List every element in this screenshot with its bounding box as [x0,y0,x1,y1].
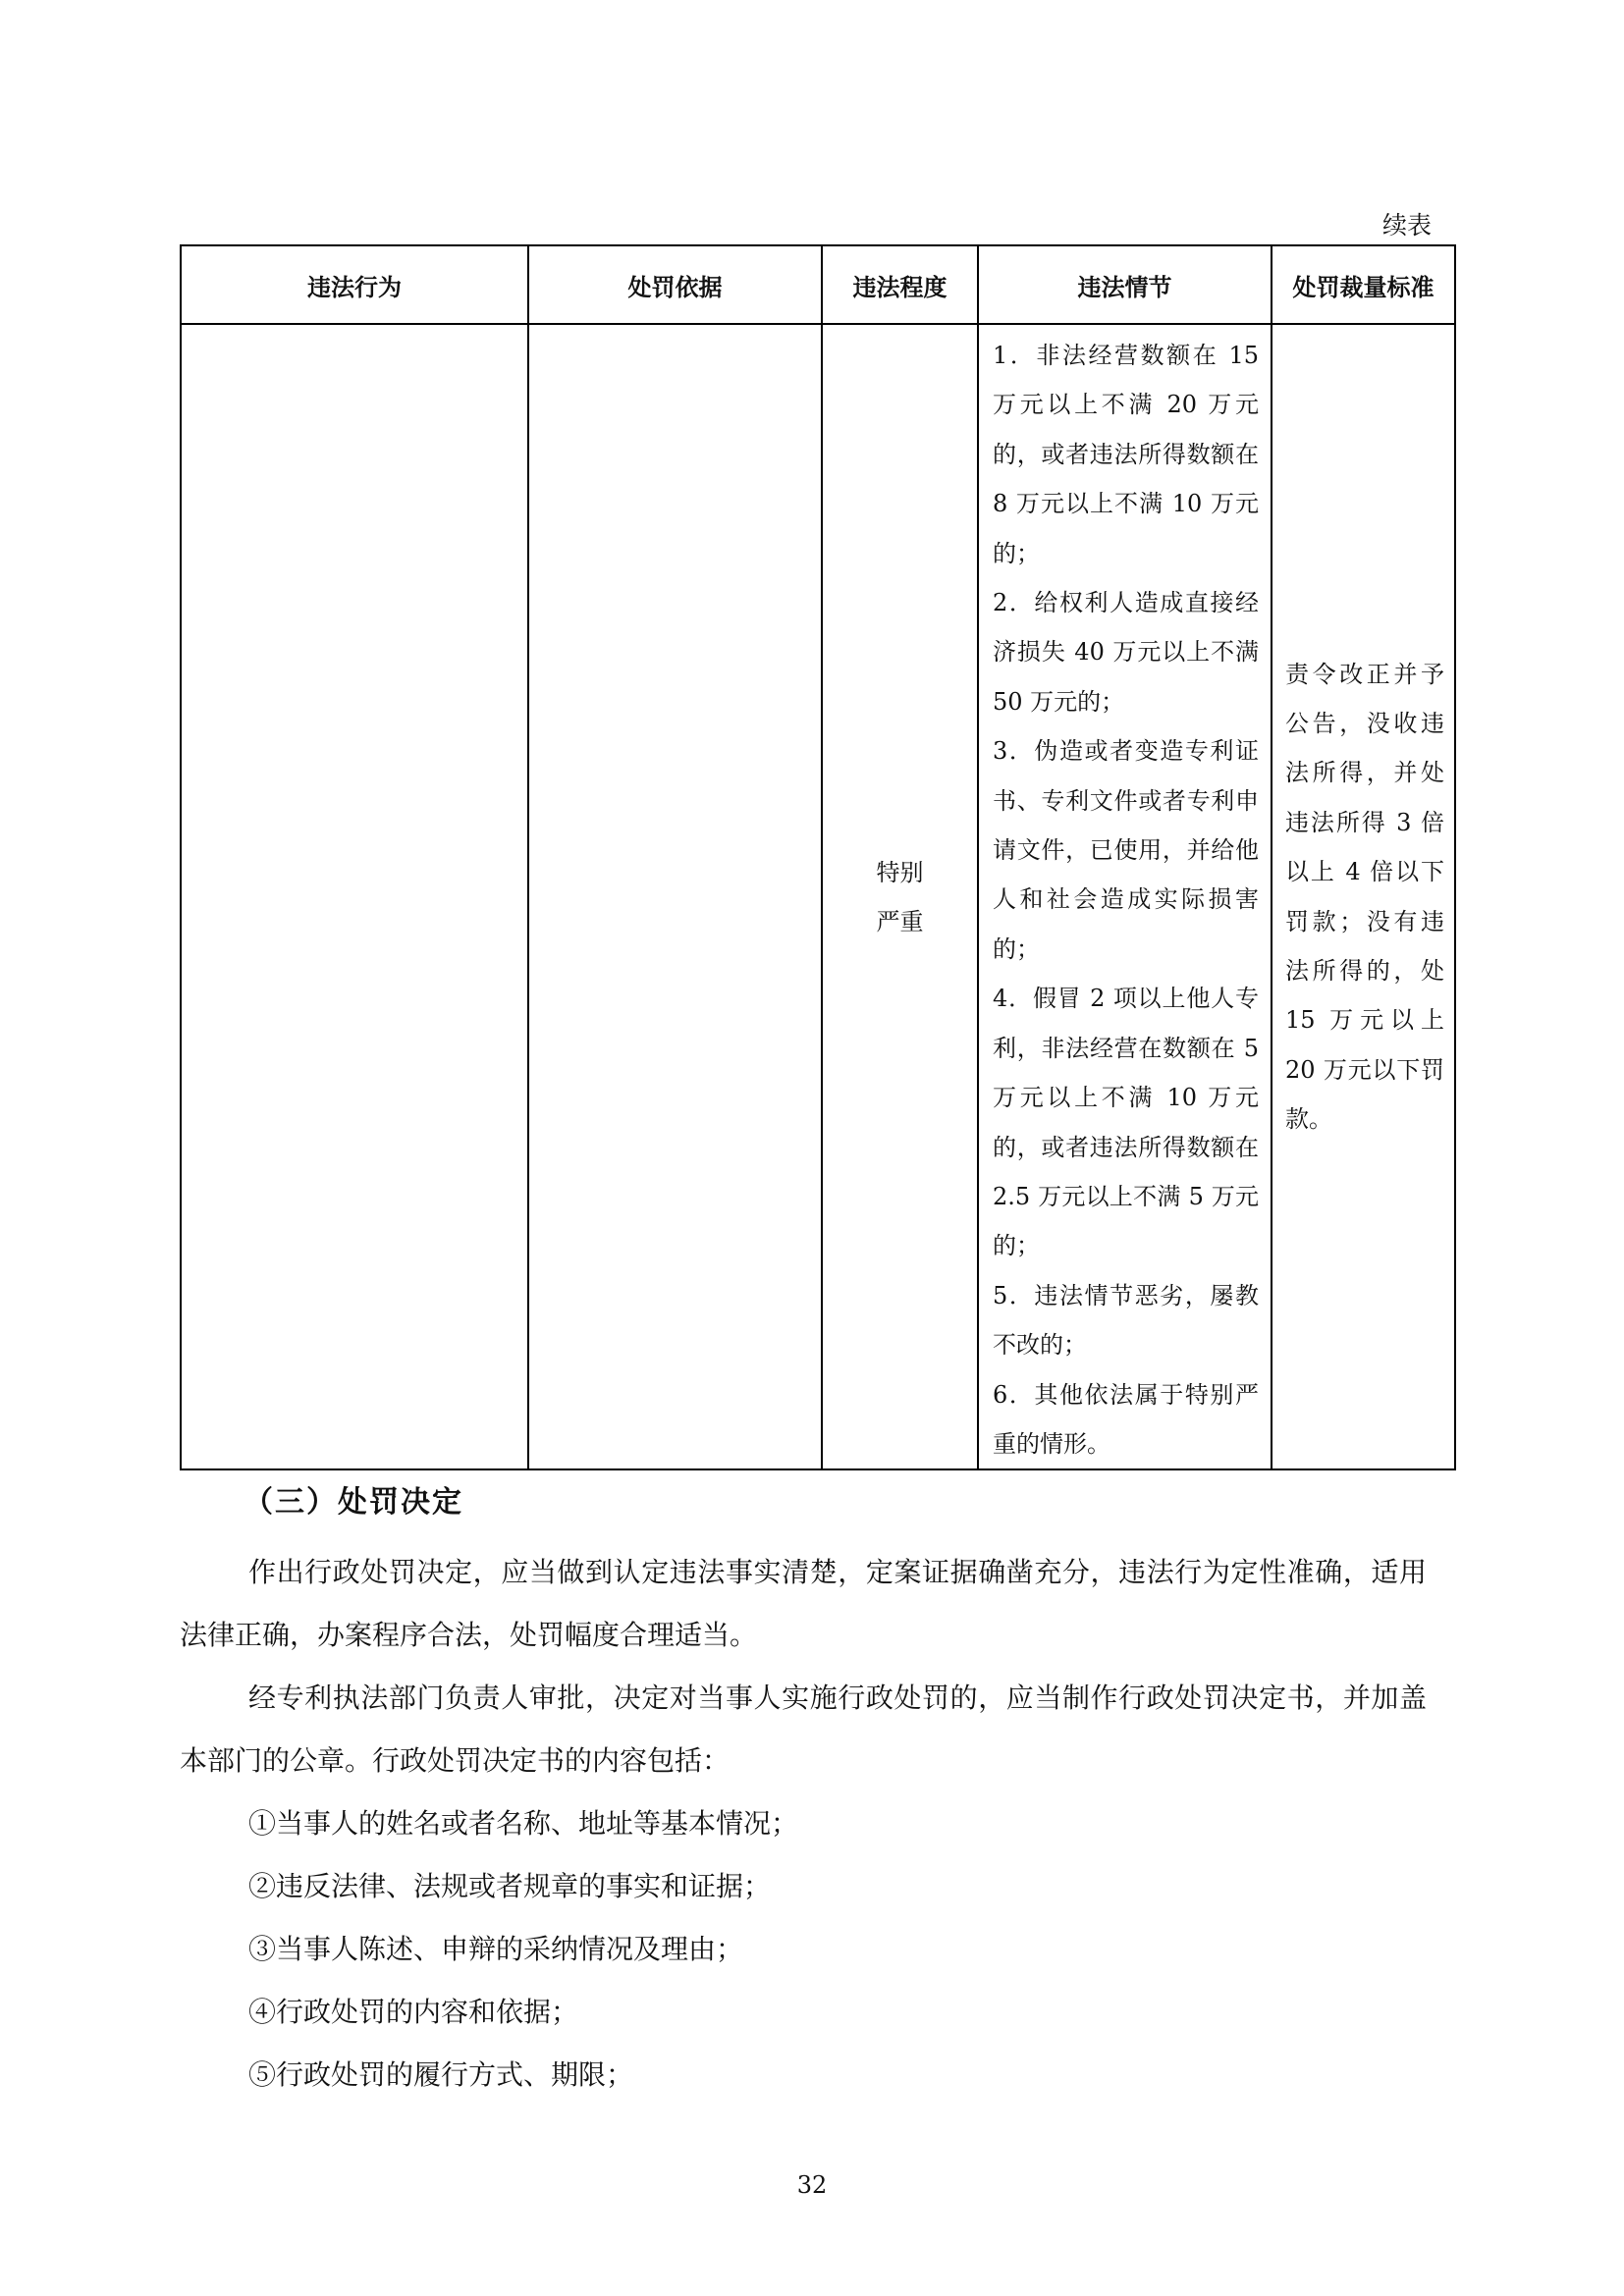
circumstance-item: 1．非法经营数额在 15 万元以上不满 20 万元的，或者违法所得数额在 8 万元以上不满 10 万元的； [993,342,1259,567]
list-item: ③当事人陈述、申辩的采纳情况及理由； [248,1933,744,1965]
degree-text: 特别 严重 [876,858,924,935]
violation-cell [181,324,528,1469]
list-item: ②违反法律、法规或者规章的事实和证据； [248,1870,772,1902]
list-item: ⑤行政处罚的履行方式、期限； [248,2058,634,2091]
header-circumstances: 违法情节 [978,245,1272,324]
circumstance-item: 2．给权利人造成直接经济损失 40 万元以上不满 50 万元的； [993,589,1259,716]
standard-text: 责令改正并予公告，没收违法所得，并处违法所得 3 倍以上 4 倍以下罚款；没有违法所得的，处 15 万元以上 20 万元以下罚款。 [1285,660,1444,1134]
header-degree: 违法程度 [822,245,978,324]
circumstance-item: 6．其他依法属于特别严重的情形。 [993,1380,1259,1458]
table-row [181,324,1455,1469]
circumstance-item: 5．违法情节恶劣，屡教不改的； [993,1281,1259,1360]
basis-cell [528,324,822,1469]
list-item: ④行政处罚的内容和依据； [248,1996,579,2028]
circumstance-item: 3．伪造或者变造专利证书、专利文件或者专利申请文件，已使用，并给他人和社会造成实际损害的； [993,737,1259,963]
standard-cell [1272,324,1455,1469]
list-item: ①当事人的姓名或者名称、地址等基本情况； [248,1807,799,1840]
body-paragraph: 作出行政处罚决定，应当做到认定违法事实清楚，定案证据确凿充分，违法行为定性准确，适用法律正确，办案程序合法，处罚幅度合理适当。 [180,1556,1427,1651]
degree-cell [822,324,978,1469]
header-violation: 违法行为 [181,245,528,324]
table-header-row [181,245,1455,324]
circumstance-item: 4．假冒 2 项以上他人专利，非法经营在数额在 5 万元以上不满 10 万元的，或者违法所得数额在 2.5 万元以上不满 5 万元的； [993,985,1259,1260]
page-number: 32 [796,2171,828,2199]
continued-table-label: 续表 [1382,211,1433,240]
decision-content-list [248,1792,798,2107]
section-heading: （三）处罚决定 [244,1485,463,1520]
header-basis: 处罚依据 [528,245,822,324]
penalty-discretion-table [180,244,1456,1470]
header-standard: 处罚裁量标准 [1272,245,1455,324]
body-paragraph: 经专利执法部门负责人审批，决定对当事人实施行政处罚的，应当制作行政处罚决定书，并加盖本部门的公章。行政处罚决定书的内容包括： [180,1682,1427,1777]
circumstances-cell [978,324,1272,1469]
